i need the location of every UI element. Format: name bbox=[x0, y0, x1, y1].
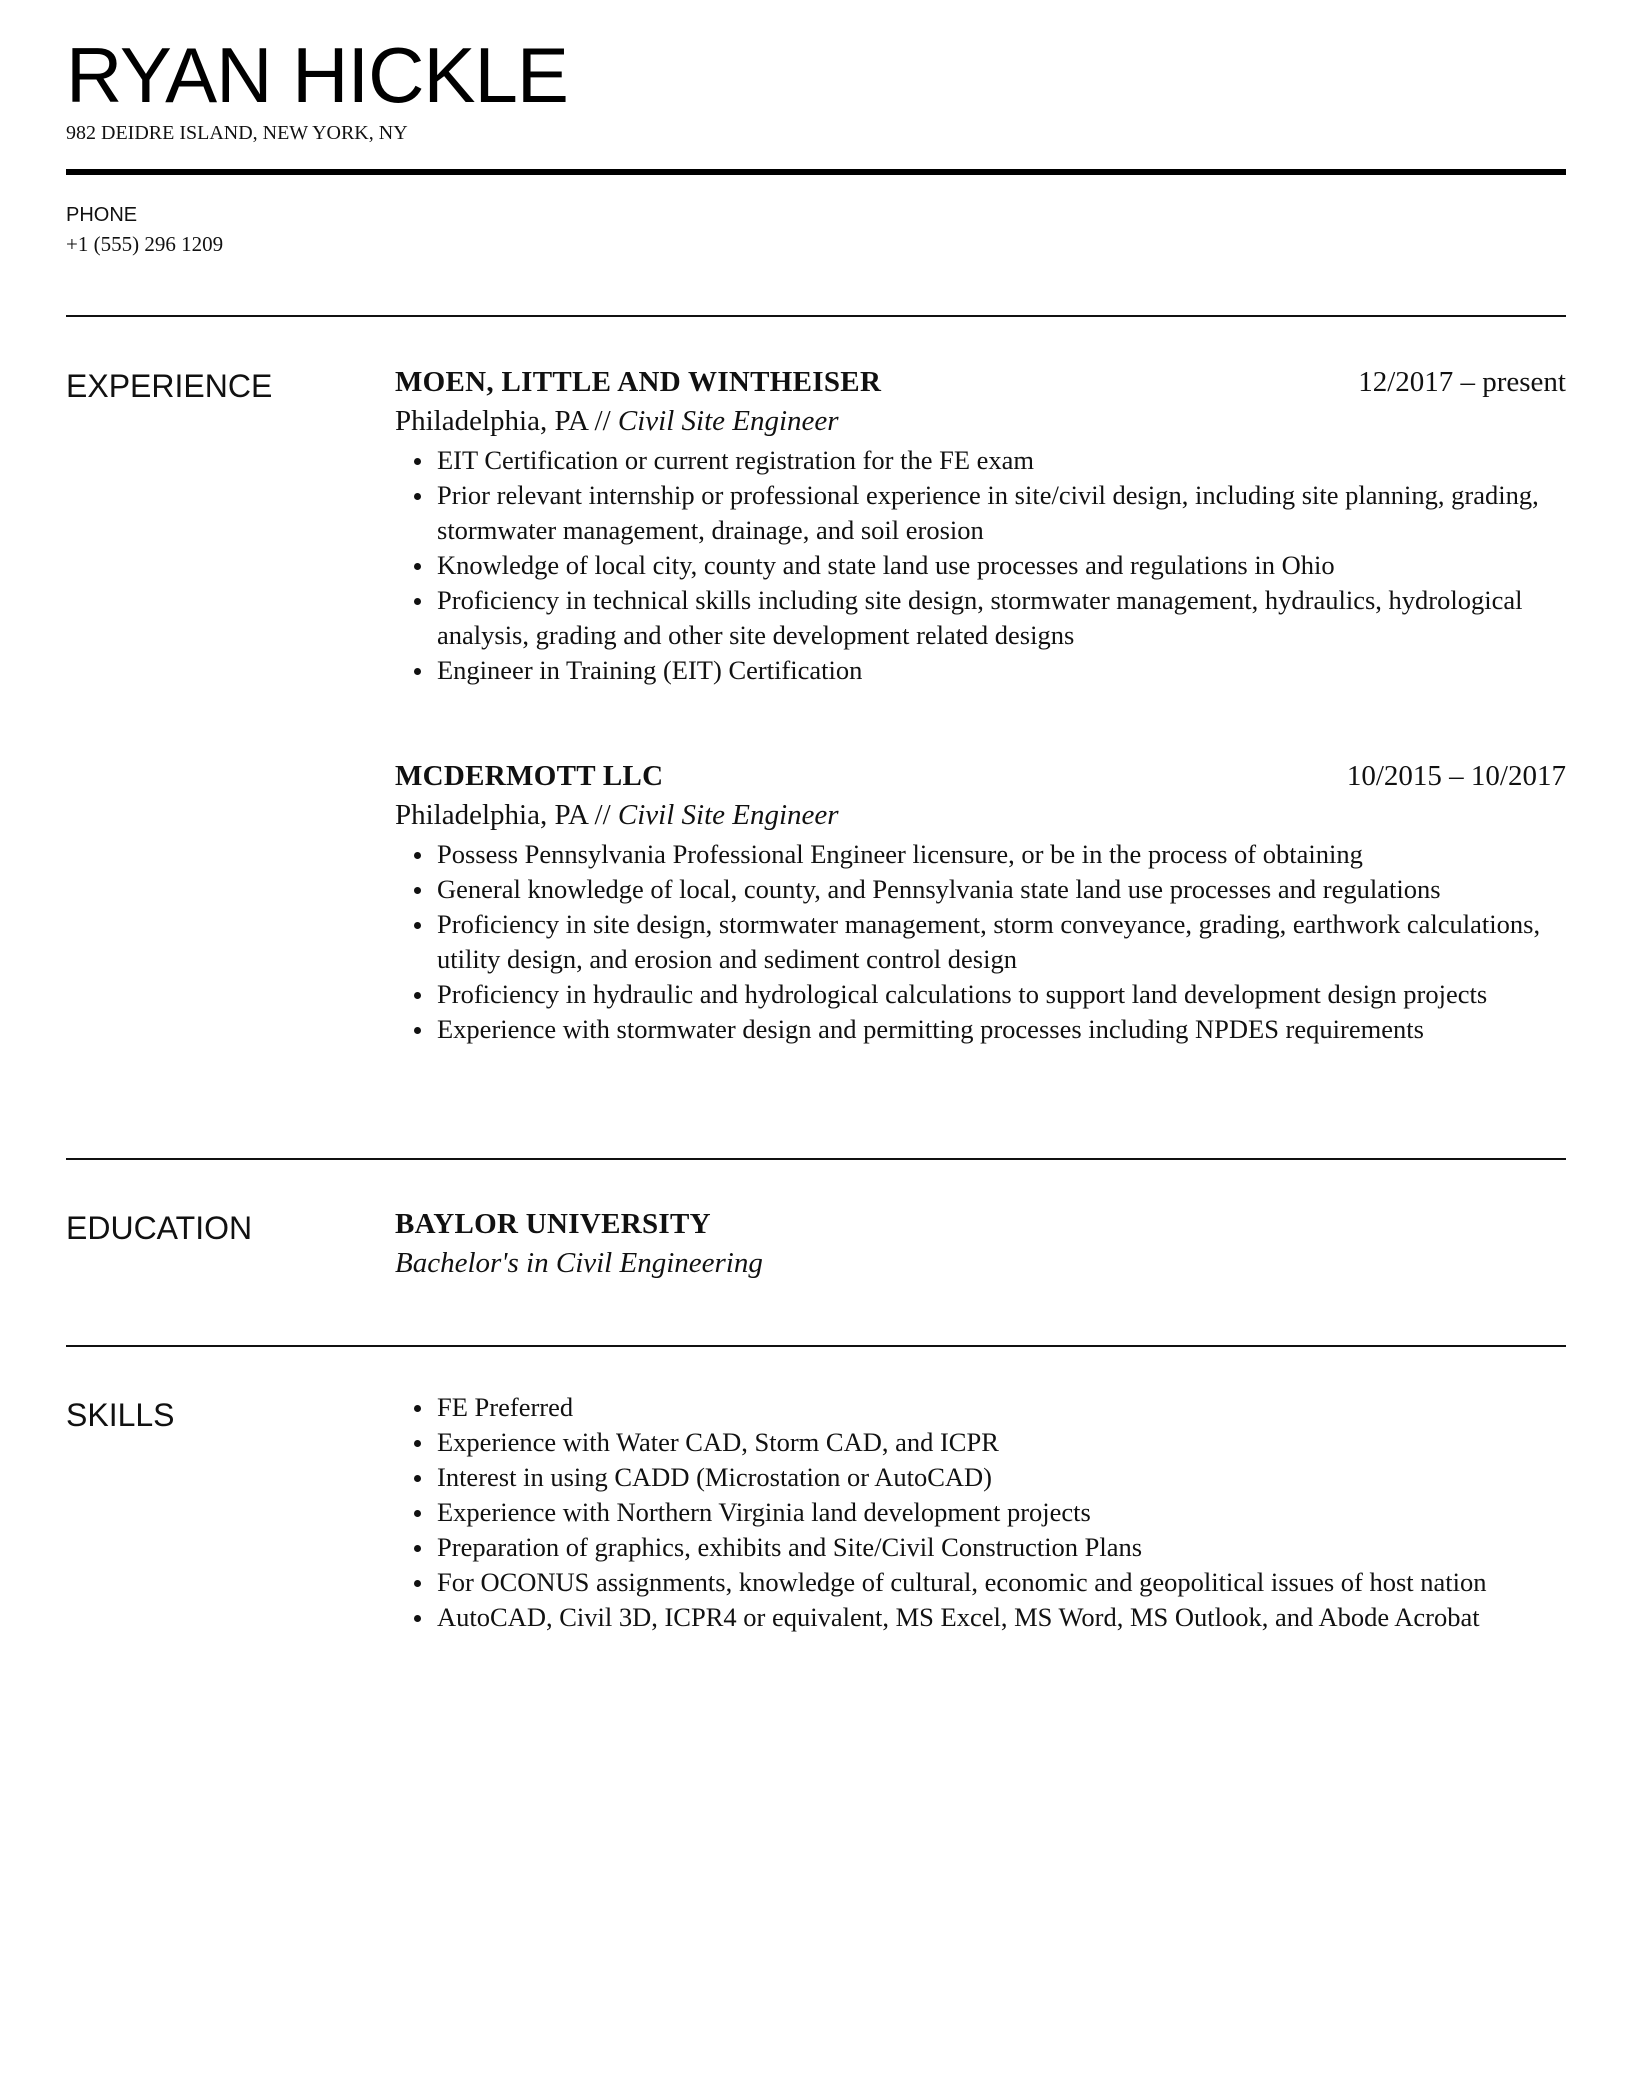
job-company: MCDERMOTT LLC bbox=[395, 760, 664, 792]
address: 982 DEIDRE ISLAND, NEW YORK, NY bbox=[66, 122, 408, 144]
job-subline bbox=[395, 401, 1566, 441]
list-item: Preparation of graphics, exhibits and Site/Civil Construction Plans bbox=[437, 1530, 1566, 1565]
job-dates: 10/2015 – 10/2017 bbox=[1346, 760, 1566, 792]
job-bullets bbox=[395, 837, 1566, 1047]
list-item: Experience with stormwater design and permitting processes including NPDES requirements bbox=[437, 1012, 1566, 1047]
job-company: MOEN, LITTLE AND WINTHEISER bbox=[395, 366, 882, 398]
list-item: Prior relevant internship or professional experience in site/civil design, including site planning, grading, stormwater management, drainage, and soil erosion bbox=[437, 478, 1566, 548]
list-item: Possess Pennsylvania Professional Engineer licensure, or be in the process of obtaining bbox=[437, 837, 1566, 872]
list-item: Proficiency in hydraulic and hydrological calculations to support land development design projects bbox=[437, 977, 1566, 1012]
list-item: Proficiency in site design, stormwater management, storm conveyance, grading, earthwork calculations, utility design, and erosion and sediment control design bbox=[437, 907, 1566, 977]
list-item: Interest in using CADD (Microstation or AutoCAD) bbox=[437, 1460, 1566, 1495]
phone-label: PHONE bbox=[66, 204, 138, 226]
job-separator: // bbox=[587, 405, 618, 437]
skills-list bbox=[395, 1390, 1566, 1635]
candidate-name: RYAN HICKLE bbox=[66, 31, 568, 119]
list-item: General knowledge of local, county, and Pennsylvania state land use processes and regulations bbox=[437, 872, 1566, 907]
job-location: Philadelphia, PA bbox=[395, 799, 588, 831]
phone-number: +1 (555) 296 1209 bbox=[66, 232, 224, 256]
job-separator: // bbox=[587, 799, 618, 831]
job-role: Civil Site Engineer bbox=[617, 405, 839, 437]
list-item: Experience with Northern Virginia land development projects bbox=[437, 1495, 1566, 1530]
job-subline bbox=[395, 795, 1566, 835]
job-location: Philadelphia, PA bbox=[395, 405, 588, 437]
job-entry bbox=[395, 757, 1566, 1047]
list-item: Proficiency in technical skills including site design, stormwater management, hydraulics, hydrological analysis, grading and other site development related designs bbox=[437, 583, 1566, 653]
job-role: Civil Site Engineer bbox=[617, 799, 839, 831]
list-item: For OCONUS assignments, knowledge of cultural, economic and geopolitical issues of host nation bbox=[437, 1565, 1566, 1600]
education-entry bbox=[395, 1205, 1566, 1283]
section-divider bbox=[66, 1345, 1566, 1347]
list-item: AutoCAD, Civil 3D, ICPR4 or equivalent, MS Excel, MS Word, MS Outlook, and Abode Acrobat bbox=[437, 1600, 1566, 1635]
list-item: FE Preferred bbox=[437, 1390, 1566, 1425]
skills-entry bbox=[395, 1390, 1566, 1635]
list-item: Experience with Water CAD, Storm CAD, and ICPR bbox=[437, 1425, 1566, 1460]
header-divider bbox=[66, 169, 1566, 175]
list-item: EIT Certification or current registration for the FE exam bbox=[437, 443, 1566, 478]
job-entry bbox=[395, 363, 1566, 688]
school-name: BAYLOR UNIVERSITY bbox=[395, 1208, 711, 1240]
education-heading: EDUCATION bbox=[66, 1210, 253, 1246]
skills-heading: SKILLS bbox=[66, 1397, 175, 1433]
list-item: Knowledge of local city, county and state land use processes and regulations in Ohio bbox=[437, 548, 1566, 583]
degree: Bachelor's in Civil Engineering bbox=[395, 1247, 763, 1279]
experience-heading: EXPERIENCE bbox=[66, 368, 273, 404]
job-bullets bbox=[395, 443, 1566, 688]
list-item: Engineer in Training (EIT) Certification bbox=[437, 653, 1566, 688]
section-divider bbox=[66, 315, 1566, 317]
section-divider bbox=[66, 1158, 1566, 1160]
job-dates: 12/2017 – present bbox=[1358, 366, 1566, 398]
